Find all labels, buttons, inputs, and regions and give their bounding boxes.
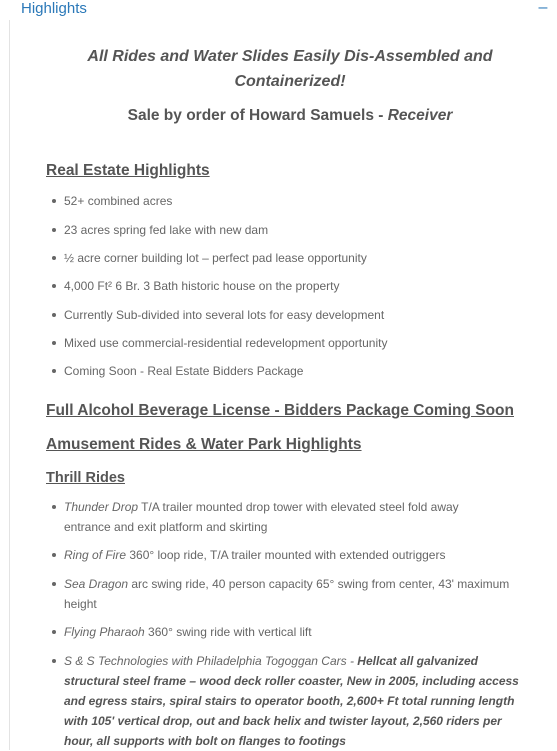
list-item [64,545,534,565]
ride-desc-cont: and egress stairs, spiral stairs to operator booth, 2,600+ Ft total running length [64,694,515,708]
bullet [52,630,56,634]
list-item: Mixed use commercial-residential redevelopment opportunity [64,336,388,350]
thrill-line [64,497,534,517]
tagline-line-2: Containerized! [234,73,346,90]
thrill-line [64,574,534,594]
list-item: Currently Sub-divided into several lots for easy development [64,308,385,322]
list-item [64,574,534,614]
bullet [52,341,56,345]
bullet [52,284,56,288]
ride-name: Flying Pharaoh [64,625,145,639]
amusement-heading: Amusement Rides & Water Park Highlights [46,436,362,453]
ride-name: Thunder Drop [64,500,139,514]
collapse-button[interactable]: – [538,0,548,16]
bullet [52,256,56,260]
ride-desc: Hellcat all galvanized [357,654,479,668]
highlights-header[interactable] [0,0,557,20]
bullet [52,553,56,557]
bullet [52,369,56,373]
ride-desc: 360° swing ride with vertical lift [144,625,312,639]
list-item: ½ acre corner building lot – perfect pad lease opportunity [64,251,367,265]
ride-name: Sea Dragon [64,577,129,591]
bullet [52,313,56,317]
highlights-title[interactable]: Highlights [21,0,87,17]
ride-desc-cont: height [64,597,97,611]
ride-name: S & S Technologies with Philadelphia Togoggan Cars - [64,654,358,668]
bullet [52,505,56,509]
sale-prefix: Sale by order of Howard Samuels - [127,107,388,124]
real-estate-heading: Real Estate Highlights [46,162,210,179]
list-item [64,622,534,642]
sale-by-order [60,105,520,127]
ride-desc-cont: entrance and exit platform and skirting [64,520,268,534]
list-item: 52+ combined acres [64,194,173,208]
bullet [52,199,56,203]
sale-role: Receiver [387,107,453,124]
alcohol-license-heading: Full Alcohol Beverage License - Bidders Package Coming Soon [46,402,514,419]
ride-desc-cont: with 105' vertical drop, out and back helix and twister layout, 2,560 riders per [64,714,502,728]
bullet [52,659,56,663]
thrill-line [64,545,534,565]
tagline-line-1: All Rides and Water Slides Easily Dis-Assembled and [87,48,493,65]
thrill-rides-heading: Thrill Rides [46,470,125,486]
thrill-line [64,651,534,671]
bullet [52,228,56,232]
ride-desc-cont: hour, all supports with bolt on flanges to footings [64,734,346,748]
ride-name: Ring of Fire [64,548,127,562]
list-item: 4,000 Ft² 6 Br. 3 Bath historic house on the property [64,279,340,293]
ride-desc: 360° loop ride, T/A trailer mounted with extended outriggers [126,548,446,562]
bullet [52,582,56,586]
ride-desc: arc swing ride, 40 person capacity 65° swing from center, 43' maximum [128,577,510,591]
thrill-line [64,622,534,642]
list-item [64,497,534,537]
ride-desc: T/A trailer mounted drop tower with elevated steel fold away [138,500,459,514]
list-item: Coming Soon - Real Estate Bidders Package [64,364,304,378]
panel-border [9,20,10,750]
list-item: 23 acres spring fed lake with new dam [64,223,269,237]
ride-desc-cont: structural steel frame – wood deck roller coaster, New in 2005, including access [64,674,519,688]
list-item [64,651,534,751]
